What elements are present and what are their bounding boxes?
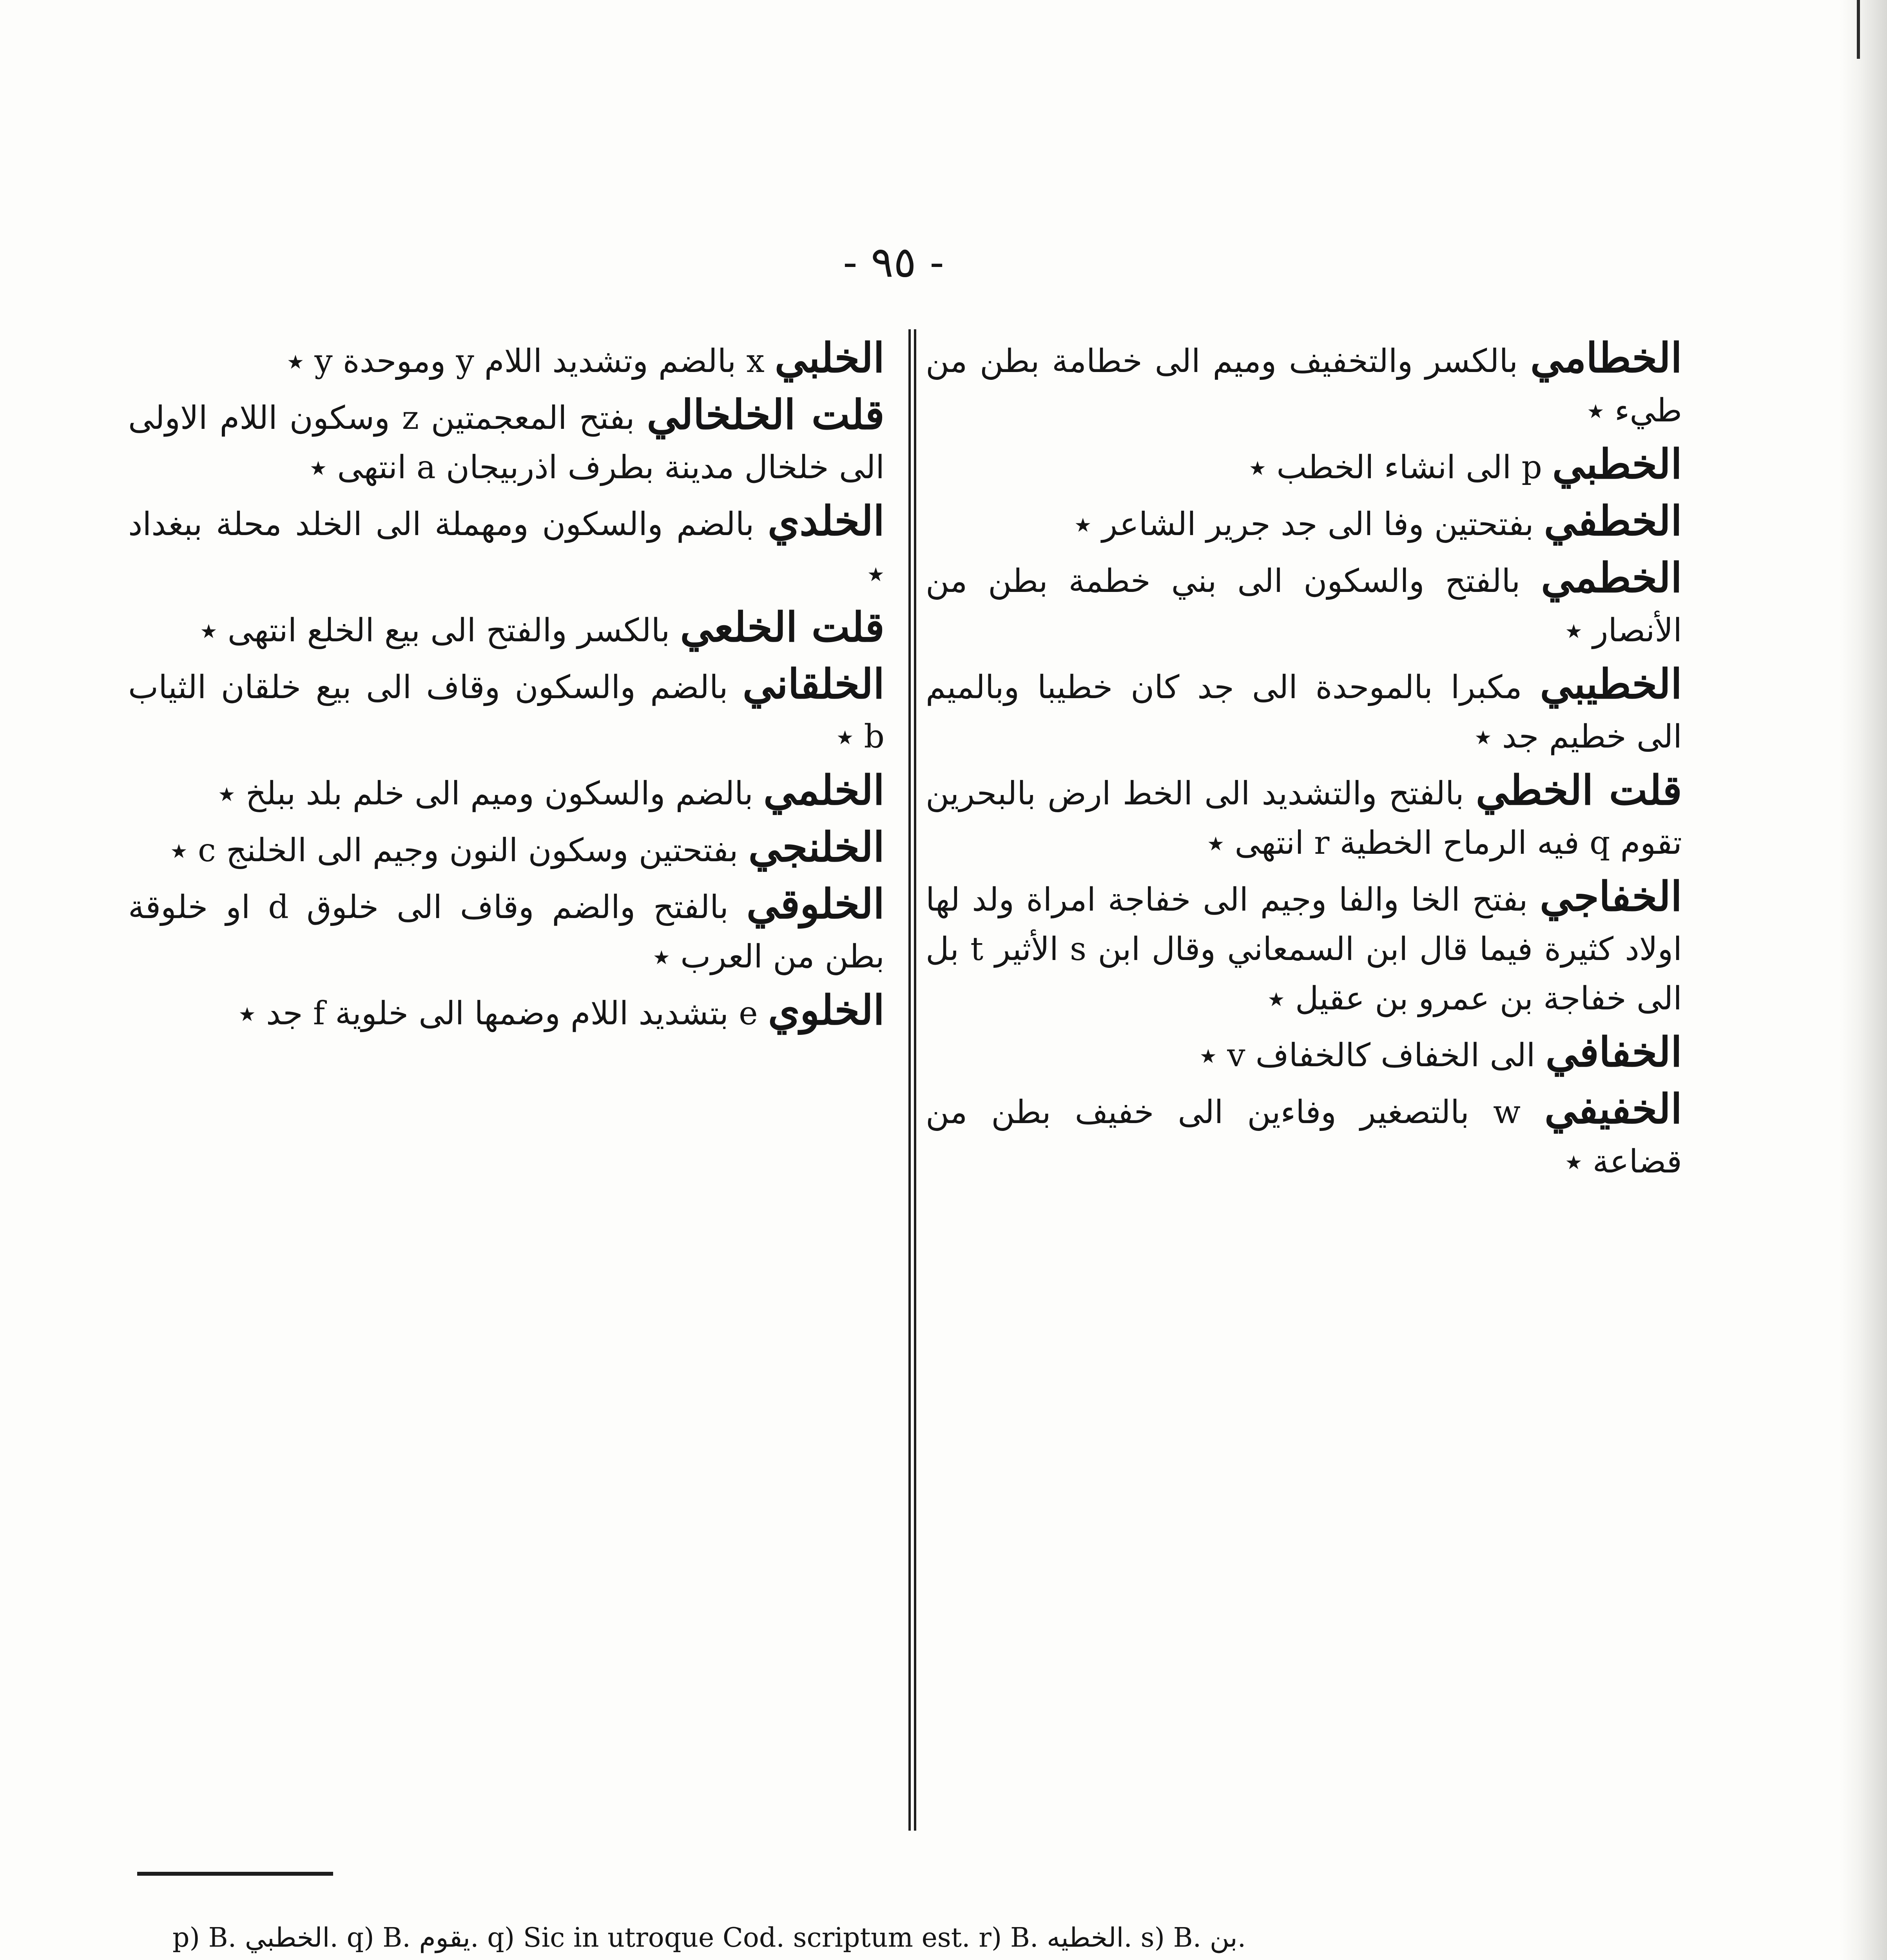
entry-text: الى الخفاف كالخفاف v ٭ bbox=[1199, 1037, 1535, 1074]
entry-headword: الخطيبي bbox=[1540, 660, 1682, 708]
entry-headword: قلت الخطي bbox=[1476, 766, 1682, 814]
entry-headword: الخلنجي bbox=[748, 823, 885, 871]
entry bbox=[128, 333, 885, 386]
entry-text: بالكسر والفتح الى بيع الخلع انتهى ٭ bbox=[200, 612, 670, 649]
footnote-line: p) B. الخطبي. q) B. يقوم. q) Sic in utroque Cod. scriptum est. r) B. الخطيه. s) B. بن. bbox=[172, 1922, 1246, 1953]
entry-headword: الخلوقي bbox=[746, 880, 885, 928]
entry-text: بفتح الخا والفا وجيم الى خفاجة امراة ولد لها اولاد كثيرة فيما قال ابن السمعاني وقال ابن s الأثير t بل الى خفاجة بن عمرو بن عقيل ٭ bbox=[926, 881, 1682, 1017]
entry-headword: الخفيفي bbox=[1544, 1085, 1682, 1133]
footnote-rule bbox=[137, 1872, 333, 1876]
column-divider bbox=[908, 329, 916, 1831]
entry-text: e بتشديد اللام وضمها الى خلوية f جد ٭ bbox=[238, 995, 758, 1032]
entry-headword: الخلدي bbox=[767, 497, 885, 545]
entry bbox=[926, 496, 1682, 549]
entry-text: بفتحتين وسكون النون وجيم الى الخلنج c ٭ bbox=[170, 832, 738, 869]
right-column bbox=[926, 333, 1682, 1191]
entry bbox=[128, 390, 885, 492]
page-edge-mark bbox=[1857, 0, 1860, 59]
entry-headword: الخفاجي bbox=[1540, 872, 1682, 920]
entry bbox=[926, 333, 1682, 436]
entry-headword: الخلمي bbox=[763, 766, 885, 814]
page-number: - ٩٥ - bbox=[843, 238, 944, 287]
entry bbox=[128, 603, 885, 655]
entry-text: بالضم والسكون وقاف الى بيع خلقان الثياب b ٭ bbox=[128, 669, 885, 755]
entry bbox=[926, 659, 1682, 762]
entry bbox=[926, 1027, 1682, 1080]
entry bbox=[128, 822, 885, 875]
entry bbox=[926, 439, 1682, 492]
entry bbox=[128, 766, 885, 818]
page-edge-shadow bbox=[1840, 0, 1887, 1960]
entry-text: بالضم والسكون وميم الى خلم بلد ببلخ ٭ bbox=[218, 775, 753, 812]
entry-headword: الخلبي bbox=[774, 334, 885, 382]
entry bbox=[926, 553, 1682, 655]
entry bbox=[926, 766, 1682, 868]
entry-text: بالضم والسكون ومهملة الى الخلد محلة ببغداد ٭ bbox=[128, 506, 885, 592]
entry-headword: الخلقاني bbox=[742, 660, 885, 708]
entry bbox=[926, 1084, 1682, 1187]
entry-text: بالفتح والسكون الى بني خطمة بطن من الأنصار ٭ bbox=[926, 563, 1682, 649]
footnotes bbox=[172, 1913, 1709, 1960]
entry-text: p الى انشاء الخطب ٭ bbox=[1249, 449, 1542, 486]
entry-text: بالكسر والتخفيف وميم الى خطامة بطن من طيء ٭ bbox=[926, 343, 1682, 429]
entry-text: w بالتصغير وفاءين الى خفيف بطن من قضاعة ٭ bbox=[926, 1094, 1682, 1180]
entry-headword: الخطفي bbox=[1544, 497, 1682, 545]
entry-text: بالفتح والضم وقاف الى خلوق d او خلوقة بطن من العرب ٭ bbox=[128, 889, 885, 975]
entry bbox=[128, 879, 885, 982]
entry-text: x بالضم وتشديد اللام y وموحدة y ٭ bbox=[286, 343, 765, 380]
entry-headword: قلت الخلعي bbox=[680, 603, 885, 651]
entry bbox=[128, 496, 885, 599]
entry-headword: الخطبي bbox=[1552, 440, 1682, 488]
entry-text: بفتحتين وفا الى جد جرير الشاعر ٭ bbox=[1074, 506, 1534, 543]
entry bbox=[926, 872, 1682, 1024]
entry-headword: الخطامي bbox=[1530, 334, 1682, 382]
entry-headword: الخطمي bbox=[1541, 554, 1682, 602]
entry-text: بفتح المعجمتين z وسكون اللام الاولى الى خلخال مدينة بطرف اذربيجان a انتهى ٭ bbox=[128, 399, 885, 486]
entry-headword: قلت الخلخالي bbox=[647, 390, 885, 439]
entry-headword: الخلوي bbox=[768, 986, 885, 1034]
entry-headword: الخفافي bbox=[1545, 1028, 1682, 1076]
entry bbox=[128, 659, 885, 762]
entry-text: بالفتح والتشديد الى الخط ارض بالبحرين تقوم q فيه الرماح الخطية r انتهى ٭ bbox=[926, 775, 1682, 862]
entry bbox=[128, 985, 885, 1038]
entry-text: مكبرا بالموحدة الى جد كان خطيبا وبالميم الى خطيم جد ٭ bbox=[926, 669, 1682, 755]
left-column bbox=[128, 333, 885, 1042]
